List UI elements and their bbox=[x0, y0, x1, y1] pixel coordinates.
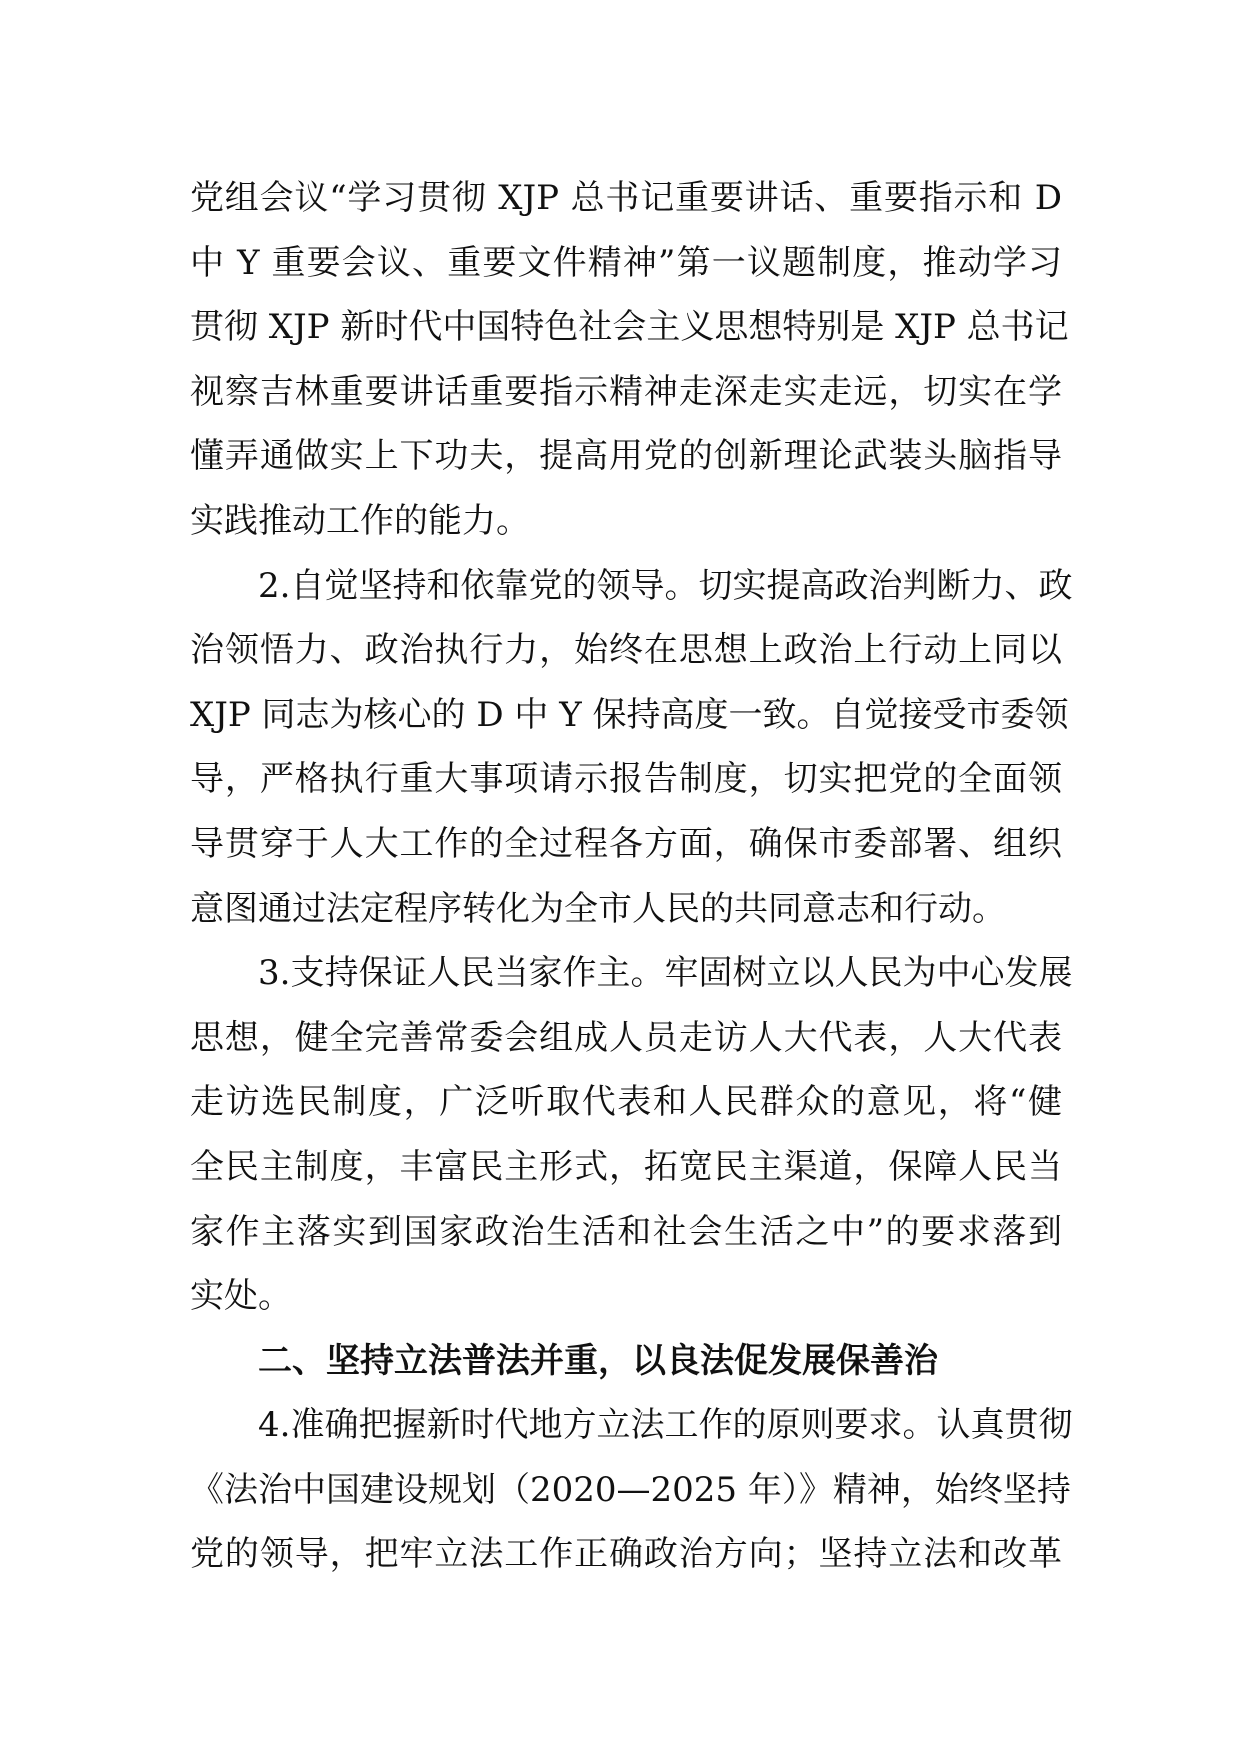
section-heading: 二、坚持立法普法并重，以良法促发展保善治 bbox=[258, 1340, 938, 1381]
text-line: 家作主落实到国家政治生活和社会生活之中”的要求落到 bbox=[190, 1211, 1062, 1252]
text-line: 导，严格执行重大事项请示报告制度，切实把党的全面领 bbox=[190, 759, 1062, 800]
text-line: 党的领导，把牢立法工作正确政治方向；坚持立法和改革 bbox=[190, 1534, 1062, 1575]
text-line: 党组会议“学习贯彻 XJP 总书记重要讲话、重要指示和 D bbox=[190, 178, 1062, 218]
text-line: 全民主制度，丰富民主形式，拓宽民主渠道，保障人民当 bbox=[190, 1146, 1062, 1187]
text-line: 实践推动工作的能力。 bbox=[190, 500, 530, 541]
text-line: 中 Y 重要会议、重要文件精神”第一议题制度，推动学习 bbox=[190, 242, 1062, 283]
text-line: 治领悟力、政治执行力，始终在思想上政治上行动上同以 bbox=[190, 630, 1062, 671]
text-line: 视察吉林重要讲话重要指示精神走深走实走远，切实在学 bbox=[190, 371, 1062, 412]
document-body bbox=[190, 166, 1073, 1587]
text-line: 走访选民制度，广泛听取代表和人民群众的意见，将“健 bbox=[190, 1082, 1062, 1123]
text-line: 懂弄通做实上下功夫，提高用党的创新理论武装头脑指导 bbox=[190, 436, 1062, 477]
text-line: 《法治中国建设规划（2020—2025 年）》精神，始终坚持 bbox=[190, 1469, 1071, 1510]
paragraph-start-line: 2.自觉坚持和依靠党的领导。切实提高政治判断力、政 bbox=[258, 565, 1073, 606]
text-line: 意图通过法定程序转化为全市人民的共同意志和行动。 bbox=[190, 888, 1006, 929]
paragraph-start-line: 4.准确把握新时代地方立法工作的原则要求。认真贯彻 bbox=[258, 1405, 1073, 1446]
text-line: 导贯穿于人大工作的全过程各方面，确保市委部署、组织 bbox=[190, 823, 1062, 864]
text-line: XJP 同志为核心的 D 中 Y 保持高度一致。自觉接受市委领 bbox=[190, 694, 1069, 735]
paragraph-start-line: 3.支持保证人民当家作主。牢固树立以人民为中心发展 bbox=[258, 953, 1073, 994]
text-line: 贯彻 XJP 新时代中国特色社会主义思想特别是 XJP 总书记 bbox=[190, 307, 1069, 348]
text-line: 实处。 bbox=[190, 1276, 292, 1317]
text-line: 思想，健全完善常委会组成人员走访人大代表，人大代表 bbox=[190, 1017, 1062, 1058]
